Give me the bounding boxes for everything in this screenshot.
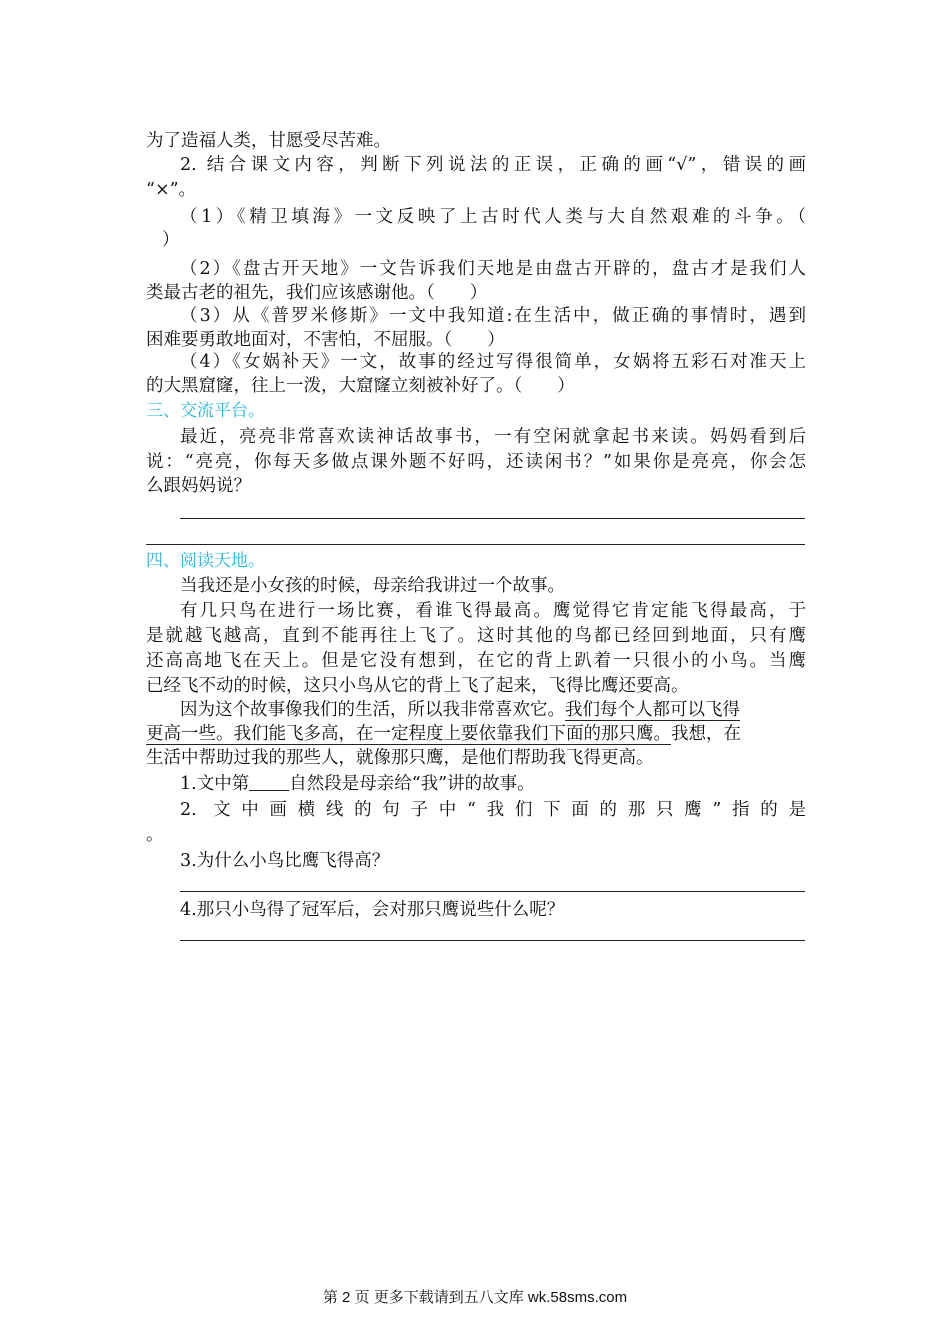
reading-question-1	[180, 772, 840, 796]
paragraph-line: 最近，亮亮非常喜欢读神话故事书，一有空闲就拿起书来读。妈妈看到后	[180, 427, 806, 447]
paragraph-line	[146, 722, 806, 746]
paragraph-text: 我想，在	[671, 724, 741, 744]
reading-question-2-end: 。	[146, 825, 164, 845]
statement-2-cont: 类最古老的祖先，我们应该感谢他。（ ）	[146, 283, 488, 303]
answer-line[interactable]	[180, 518, 805, 519]
paragraph-line: 还高高地飞在天上。但是它没有想到，在它的背上趴着一只很小的小鸟。当鹰	[146, 651, 806, 671]
answer-line[interactable]	[146, 544, 805, 545]
fill-blank[interactable]	[249, 772, 289, 791]
underlined-sentence: 我们每个人都可以飞得	[565, 700, 740, 720]
reading-question-4: 4.那只小鸟得了冠军后，会对那只鹰说些什么呢？	[180, 900, 565, 920]
statement-1: （1）《精卫填海》一文反映了上古时代人类与大自然艰难的斗争。（	[180, 207, 806, 227]
statement-1-cont: ）	[162, 230, 180, 250]
reading-question-3: 3.为什么小鸟比鹰飞得高？	[180, 851, 390, 871]
reading-question-2: 2. 文中画横线的句子中“我们下面的那只鹰”指的是	[180, 800, 806, 820]
answer-line[interactable]	[180, 940, 805, 941]
answer-line[interactable]	[180, 891, 805, 892]
question-2-cont: “×”。	[146, 180, 197, 200]
paragraph-line	[180, 698, 806, 722]
paragraph-line: 说：“亮亮，你每天多做点课外题不好吗，还读闲书？”如果你是亮亮，你会怎	[146, 452, 806, 472]
statement-2: （2）《盘古开天地》一文告诉我们天地是由盘古开辟的，盘古才是我们人	[180, 259, 806, 279]
paragraph-text: 因为这个故事像我们的生活，所以我非常喜欢它。	[180, 700, 565, 720]
paragraph-line: 生活中帮助过我的那些人，就像那只鹰，是他们帮助我飞得更高。	[146, 748, 654, 768]
statement-4: （4）《女娲补天》一文，故事的经过写得很简单，女娲将五彩石对准天上	[180, 352, 806, 372]
section-3-heading: 三、交流平台。	[146, 401, 265, 421]
page-footer: 第 2 页 更多下载请到五八文库 wk.58sms.com	[322, 1289, 628, 1306]
paragraph-line: 已经飞不动的时候，这只小鸟从它的背上飞了起来，飞得比鹰还要高。	[146, 676, 689, 696]
statement-4-cont: 的大黑窟窿，往上一泼，大窟窿立刻被补好了。（ ）	[146, 376, 575, 396]
paragraph-line: 么跟妈妈说？	[146, 476, 251, 496]
paragraph-line: 是就越飞越高，直到不能再往上飞了。这时其他的鸟都已经回到地面，只有鹰	[146, 626, 806, 646]
underlined-sentence: 更高一些。我们能飞多高，在一定程度上要依靠我们下面的那只鹰。	[146, 724, 671, 744]
question-text: 自然段是母亲给“我”讲的故事。	[289, 774, 535, 794]
statement-3: （3）从《普罗米修斯》一文中我知道:在生活中，做正确的事情时，遇到	[180, 306, 806, 326]
question-2: 2. 结合课文内容，判断下列说法的正误，正确的画“√”，错误的画	[180, 155, 806, 175]
paragraph-line: 有几只鸟在进行一场比赛，看谁飞得最高。鹰觉得它肯定能飞得最高，于	[180, 601, 806, 621]
text-line: 为了造福人类，甘愿受尽苦难。	[146, 131, 391, 151]
section-4-heading: 四、阅读天地。	[146, 551, 265, 571]
statement-3-cont: 困难要勇敢地面对，不害怕，不屈服。（ ）	[146, 330, 505, 350]
question-text: 1.文中第	[180, 774, 250, 794]
paragraph-line: 当我还是小女孩的时候，母亲给我讲过一个故事。	[180, 576, 565, 596]
